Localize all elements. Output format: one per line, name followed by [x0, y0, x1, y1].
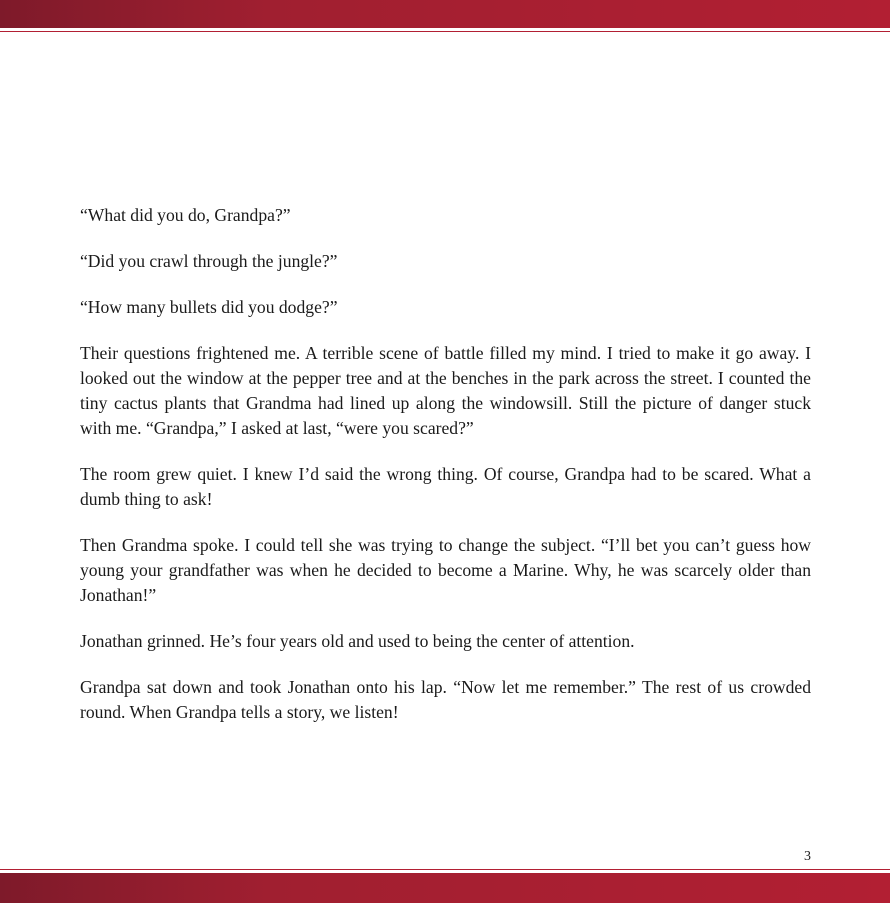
paragraph: “What did you do, Grandpa?” [80, 205, 291, 225]
paragraph: Grandpa sat down and took Jonathan onto his lap. “Now let me remember.” The rest of us crowded round. When Grandpa tells a story, we listen! [80, 677, 811, 722]
story-text [80, 203, 811, 746]
paragraph: Then Grandma spoke. I could tell she was trying to change the subject. “I’ll bet you can’t guess how young your grandfather was when he decided to become a Marine. Why, he was scarcely older than Jonathan!” [80, 535, 811, 605]
paragraph: “How many bullets did you dodge?” [80, 297, 338, 317]
paragraph: Their questions frightened me. A terrible scene of battle filled my mind. I tried to make it go away. I looked out the window at the pepper tree and at the benches in the park across the street. I counted the tiny cactus plants that Grandma had lined up along the windowsill. Still the picture of danger stuck with me. “Grandpa,” I asked at last, “were you scared?” [80, 343, 811, 438]
header-rule [0, 31, 890, 32]
header-band [0, 0, 890, 28]
paragraph: Jonathan grinned. He’s four years old and used to being the center of attention. [80, 631, 635, 651]
paragraph: “Did you crawl through the jungle?” [80, 251, 338, 271]
footer-band [0, 873, 890, 903]
paragraph: The room grew quiet. I knew I’d said the wrong thing. Of course, Grandpa had to be scared. What a dumb thing to ask! [80, 464, 811, 509]
footer-rule [0, 869, 890, 870]
page-number: 3 [804, 849, 811, 864]
